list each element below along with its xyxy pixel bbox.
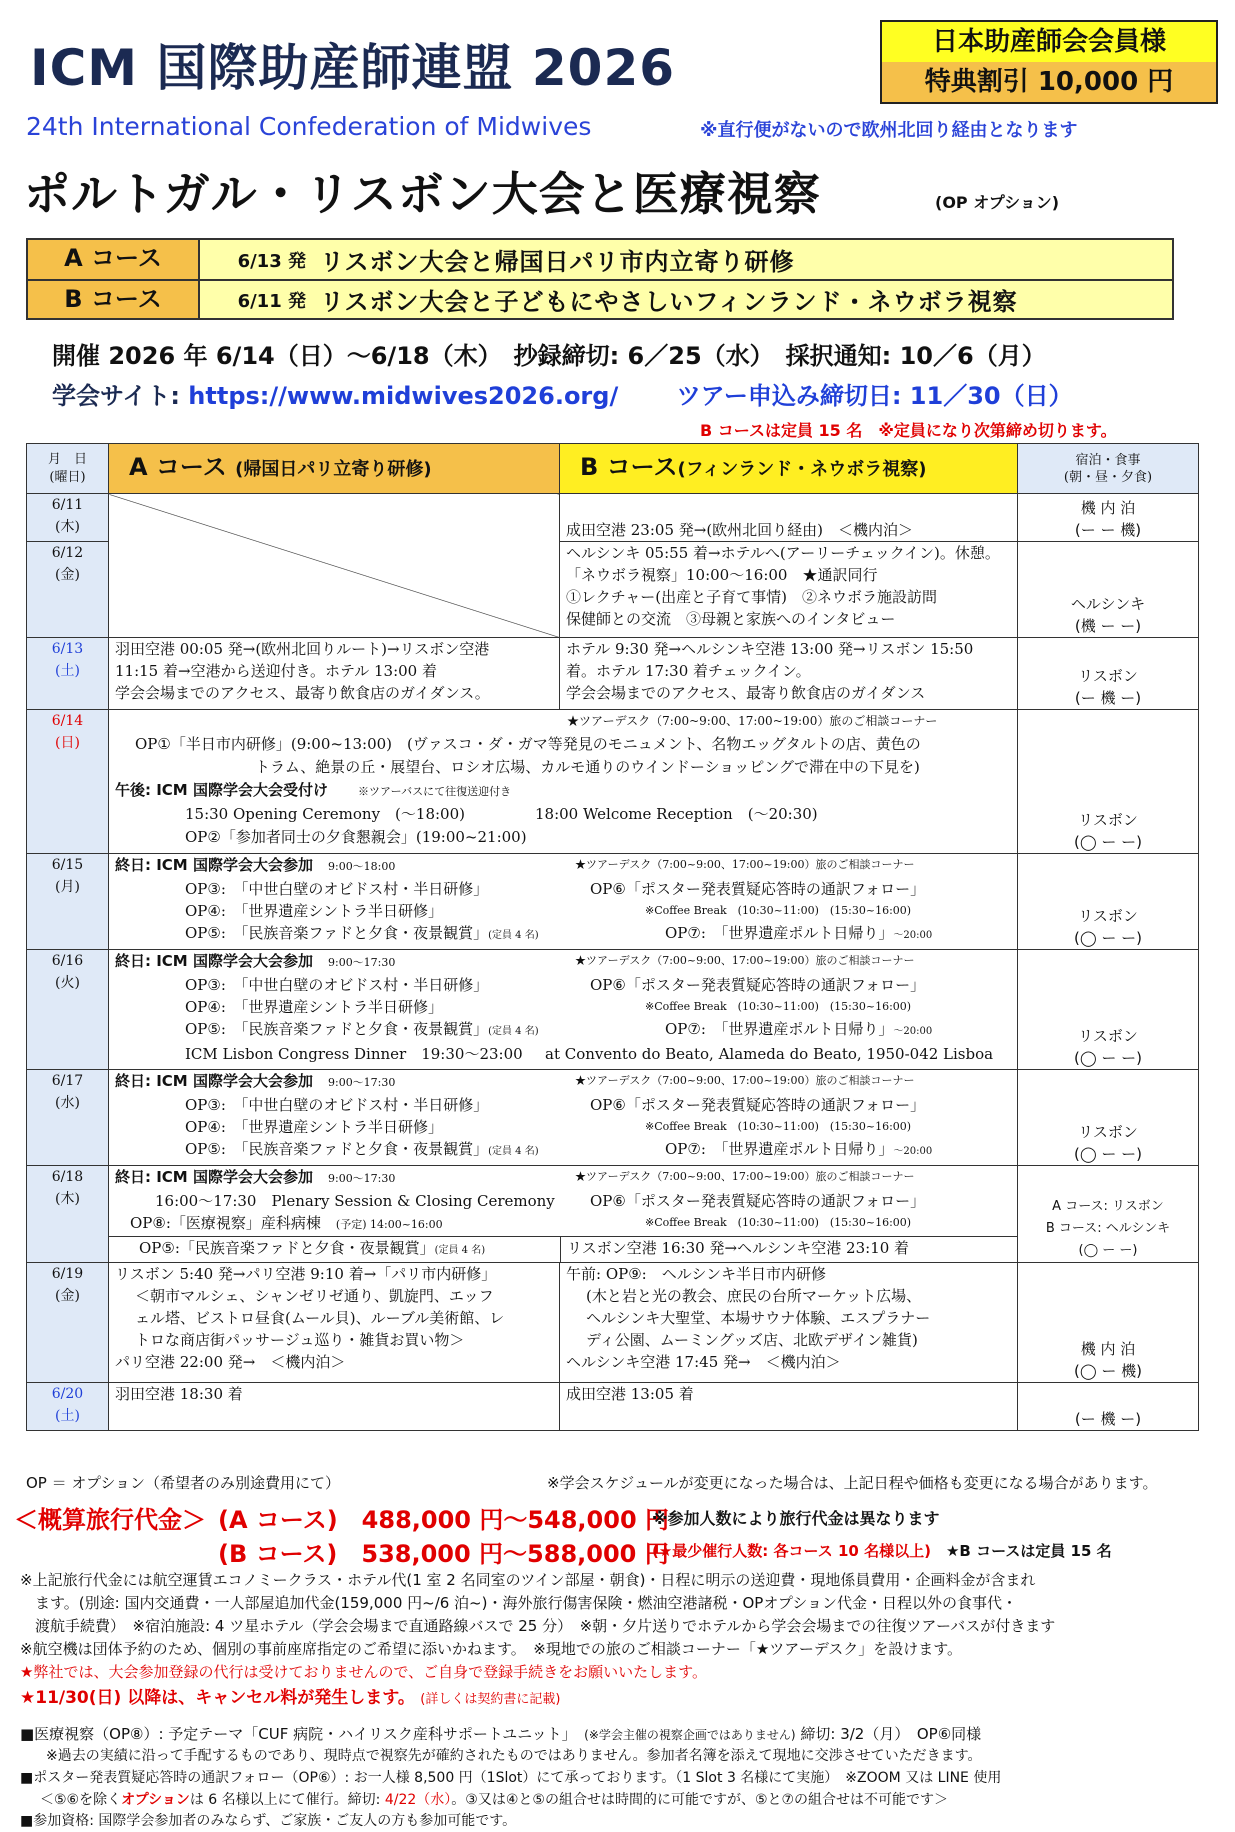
stay-0611: 機 内 泊 (ー ー 機) [1018, 494, 1199, 542]
schedule-header-row [27, 444, 1199, 494]
schedule-row-0613 [27, 638, 1199, 710]
event-0618: 終日: ICM 国際学会大会参加 9:00～17:30 ★ツアーデスク（7:00~9:00、17:00~19:00）旅のご相談コーナー 16:00～17:30 Plenary Session & Closing Ceremony OP⑥「ポスター発表質疑応答時の通訳フォロー」 OP⑧:「医療視察」産科病棟 (予定) 14:00~16:00 ※Coffee Break (10:30~11:00) (15:30~16:00) OP⑤:「民族音楽ファドと夕食・夜景観賞」(定員 4 名) リスボン空港 16:30 発→ヘルシンキ空港 23:10 着 [109, 1166, 1018, 1263]
course-a-desc: リスボン大会と帰国日パリ市内立寄り研修 [320, 248, 795, 276]
site-line [52, 376, 1073, 411]
date-0611: 6/11 (木) [27, 494, 109, 542]
date-0620: 6/20 (土) [27, 1383, 109, 1431]
date-0617: 6/17 (水) [27, 1070, 109, 1166]
date-0612: 6/12 (金) [27, 542, 109, 638]
site-url-link[interactable]: https://www.midwives2026.org/ [188, 382, 619, 410]
footnote-3: 渡航手続費） ※宿泊施設: 4 ツ星ホテル（学会会場まで直通路線バスで 25 分） ※朝・夕片送りでホテルから学会会場までの往復ツアーバスが付きます [20, 1617, 1056, 1635]
b-0619: 午前: OP⑨: ヘルシンキ半日市内研修 (木と岩と光の教会、庶民の台所マーケット広場、 ヘルシンキ大聖堂、本場サウナ体験、エスプラナー ディ公園、ムーミングッズ店、北欧デザイン雑貨) ヘルシンキ空港 17:45 発→ ＜機内泊＞ [560, 1263, 1018, 1383]
b-0612: ヘルシンキ 05:55 着→ホテルへ(アーリーチェックイン)。休憩。 「ネウボラ視察」10:00～16:00 ★通訳同行 ①レクチャー(出産と子育て事情) ②ネウボラ施設訪問 保健師との交流 ③母親と家族へのインタビュー [560, 542, 1018, 638]
date-0619: 6/19 (金) [27, 1263, 109, 1383]
footnote-registration: ★弊社では、大会参加登録の代行は受けておりませんので、ご自身で登録手続きをお願いいたします。 [20, 1663, 707, 1681]
page-title: ICM 国際助産師連盟 2026 [30, 39, 676, 97]
stay-0619: 機 内 泊 (◯ ー 機) [1018, 1263, 1199, 1383]
footnote-2: ます。(別途: 国内交通費・一人部屋追加代金(159,000 円~/6 泊~)・海外旅行傷害保険・燃油空港諸税・OPオプション代金・日程以外の食事代・ [20, 1594, 1017, 1612]
b-0613: ホテル 9:30 発→ヘルシンキ空港 13:00 発→リスボン 15:50 着。ホテル 17:30 着チェックイン。 学会会場までのアクセス、最寄り飲食店のガイダンス [560, 638, 1018, 710]
a-0619: リスボン 5:40 発→パリ空港 9:10 着→「パリ市内研修」 ＜朝市マルシェ、シャンゼリゼ通り、凱旋門、エッフ ェル塔、ビストロ昼食(ムール貝)、ルーブル美術館、レ トロな商店街パッサージュ巡り・雑貨お買い物＞ パリ空港 22:00 発→ ＜機内泊＞ [109, 1263, 560, 1383]
schedule-row-0614 [27, 710, 1199, 854]
event-dates: 開催 2026 年 6/14（日）～6/18（木） 抄録締切: 6／25（水） 採択通知: 10／6（月） [52, 342, 1046, 370]
b-0620: 成田空港 13:05 着 [560, 1383, 1018, 1431]
date-0614: 6/14 (日) [27, 710, 109, 854]
a-0620: 羽田空港 18:30 着 [109, 1383, 560, 1431]
option-minimum-note: ＜⑤⑥を除くオプションは 6 名様以上にて催行。締切: 4/22（水）。③又は④と⑤の組合せは時間的に可能ですが、⑤と⑦の組合せは不可能です＞ [40, 1792, 949, 1808]
event-0617: 終日: ICM 国際学会大会参加 9:00～17:30 ★ツアーデスク（7:00~9:00、17:00~19:00）旅のご相談コーナー OP③: 「中世白壁のオビドス村・半日研修」 OP⑥「ポスター発表質疑応答時の通訳フォロー」 OP④: 「世界遺産シントラ半日研修」 ※Coffee Break (10:30~11:00) (15:30~16:00) OP⑤: 「民族音楽ファドと夕食・夜景観賞」(定員 4 名) OP⑦: 「世界遺産ポルト日帰り」～20:00 [109, 1070, 1018, 1166]
site-label: 学会サイト: [52, 382, 180, 410]
medical-visit-note: ■医療視察（OP⑧）: 予定テーマ「CUF 病院・ハイリスク産科サポートユニット」 (※学会主催の視察企画ではありません) 締切: 3/2（月） OP⑥同様 [20, 1725, 982, 1743]
course-a-label: A コース [28, 240, 200, 279]
schedule-row-0616 [27, 950, 1199, 1070]
course-b-desc: リスボン大会と子どもにやさしいフィンランド・ネウボラ視察 [320, 288, 1018, 316]
header-course-a: A コース (帰国日パリ立寄り研修) [109, 444, 560, 494]
main-title-op: (OP オプション) [935, 193, 1060, 212]
tour-deadline: ツアー申込み締切日: 11／30（日） [676, 382, 1073, 410]
stay-0612: ヘルシンキ (機 ー ー) [1018, 542, 1199, 638]
course-b-label: B コース [28, 281, 200, 318]
member-line1: 日本助産師会会員様 [931, 27, 1166, 57]
schedule-table [26, 443, 1199, 1431]
schedule-row-0618 [27, 1166, 1199, 1263]
price-course-b: (B コース) 538,000 円～588,000 円 [218, 1540, 669, 1568]
course-b-date: 6/11 発 [237, 290, 306, 312]
date-0613: 6/13 (土) [27, 638, 109, 710]
header-date: 月 日 (曜日) [27, 444, 109, 494]
course-a-date: 6/13 発 [237, 250, 306, 272]
date-0618: 6/18 (木) [27, 1166, 109, 1263]
schedule-row-0615 [27, 854, 1199, 950]
stay-0620: (ー 機 ー) [1018, 1383, 1199, 1431]
date-0615: 6/15 (月) [27, 854, 109, 950]
op-legend: OP ＝ オプション（希望者のみ別途費用にて） [26, 1474, 341, 1492]
schedule-row-0617 [27, 1070, 1199, 1166]
b-course-capacity-note: B コースは定員 15 名 ※定員になり次第締め切ります。 [700, 421, 1117, 440]
eligibility-note: ■参加資格: 国際学会参加者のみならず、ご家族・ご友人の方も参加可能です。 [20, 1813, 517, 1829]
course-b-row [28, 279, 1172, 318]
footnote-4: ※航空機は団体予約のため、個別の事前座席指定のご希望に添いかねます。 ※現地での旅のご相談コーナー「★ツアーデスク」を設けます。 [20, 1640, 963, 1658]
route-note: ※直行便がないので欧州北回り経由となります [700, 120, 1078, 141]
stay-0616: リスボン (◯ ー ー) [1018, 950, 1199, 1070]
date-0616: 6/16 (火) [27, 950, 109, 1070]
stay-0615: リスボン (◯ ー ー) [1018, 854, 1199, 950]
main-title: ポルトガル・リスボン大会と医療視察 [24, 167, 821, 221]
footnote-cancellation: ★11/30(日) 以降は、キャンセル料が発生します。 (詳しくは契約書に記載) [20, 1688, 561, 1708]
price-label: ＜概算旅行代金＞ [14, 1506, 206, 1534]
event-0616: 終日: ICM 国際学会大会参加 9:00～17:30 ★ツアーデスク（7:00~9:00、17:00~19:00）旅のご相談コーナー OP③: 「中世白壁のオビドス村・半日研修」 OP⑥「ポスター発表質疑応答時の通訳フォロー」 OP④: 「世界遺産シントラ半日研修」 ※Coffee Break (10:30~11:00) (15:30~16:00) OP⑤: 「民族音楽ファドと夕食・夜景観賞」(定員 4 名) OP⑦: 「世界遺産ポルト日帰り」～20:00 ICM Lisbon Congress Dinner 19:30～23:00 at Convento do Beato, Alameda do Beato, 1950-042 Lisboa [109, 950, 1018, 1070]
footnote-1: ※上記旅行代金には航空運賃エコノミークラス・ホテル代(1 室 2 名同室のツイン部屋・朝食)・日程に明示の送迎費・現地係員費用・企画料金が含まれ [20, 1571, 1036, 1589]
stay-0618: A コース: リスボン B コース: ヘルシンキ (◯ ー ー) [1018, 1166, 1199, 1263]
schedule-row-0619 [27, 1263, 1199, 1383]
change-note: ※学会スケジュールが変更になった場合は、上記日程や価格も変更になる場合があります。 [547, 1474, 1158, 1492]
course-a-row [28, 240, 1172, 279]
stay-0613: リスボン (ー 機 ー) [1018, 638, 1199, 710]
poster-interpreter-note: ■ポスター発表質疑応答時の通訳フォロー（OP⑥）: お一人様 8,500 円（1Slot）にて承っております。（1 Slot 3 名様にて実施） ※ZOOM 又は LINE 使用 [20, 1770, 1002, 1786]
b-0611: 成田空港 23:05 発→(欧州北回り経由) ＜機内泊＞ [560, 494, 1018, 542]
stay-0617: リスボン (◯ ー ー) [1018, 1070, 1199, 1166]
event-0614: ★ツアーデスク（7:00~9:00、17:00~19:00）旅のご相談コーナー OP①「半日市内研修」(9:00~13:00) (ヴァスコ・ダ・ガマ等発見のモニュメント、名物エッグタルトの店、黄色の トラム、絶景の丘・展望台、ロシオ広場、カルモ通りのウインドーショッピングで滞在中の下見を) 午後: ICM 国際学会大会受付け ※ツアーバスにて往復送迎付き 15:30 Opening Ceremony (～18:00) 18:00 Welcome Reception (～20:30) OP②「参加者同士の夕食懇親会」(19:00~21:00) [109, 710, 1018, 854]
a-0613: 羽田空港 00:05 発→(欧州北回りルート)→リスボン空港 11:15 着→空港から送迎付き。ホテル 13:00 着 学会会場までのアクセス、最寄り飲食店のガイダンス。 [109, 638, 560, 710]
schedule-row-0611 [27, 494, 1199, 542]
price-note: ※参加人数により旅行代金は異なります [652, 1509, 940, 1528]
member-discount-badge [880, 20, 1218, 104]
stay-0614: リスボン (◯ ー ー) [1018, 710, 1199, 854]
event-0615: 終日: ICM 国際学会大会参加 9:00～18:00 ★ツアーデスク（7:00~9:00、17:00~19:00）旅のご相談コーナー OP③: 「中世白壁のオビドス村・半日研修」 OP⑥「ポスター発表質疑応答時の通訳フォロー」 OP④: 「世界遺産シントラ半日研修」 ※Coffee Break (10:30~11:00) (15:30~16:00) OP⑤: 「民族音楽ファドと夕食・夜景観賞」(定員 4 名) OP⑦: 「世界遺産ポルト日帰り」～20:00 [109, 854, 1018, 950]
course-a-empty-cell [109, 494, 560, 638]
member-discount-amount: 特典割引 10,000 円 [882, 62, 1216, 102]
medical-visit-detail: ※過去の実績に沿って手配するものであり、現時点で視察先が確約されたものではありません。参加者名簿を添えて現地に交渉させていただきます。 [46, 1748, 982, 1764]
header-stay: 宿泊・食事 (朝・昼・夕食) [1018, 444, 1199, 494]
subtitle-english: 24th International Confederation of Midwives [26, 112, 592, 141]
course-summary [26, 238, 1174, 320]
header-course-b: B コース(フィンランド・ネウボラ視察) [560, 444, 1018, 494]
price-course-a: (A コース) 488,000 円～548,000 円 [218, 1506, 670, 1534]
min-participants-note: (★最少催行人数: 各コース 10 名様以上) ★B コースは定員 15 名 [652, 1542, 1112, 1560]
schedule-row-0620 [27, 1383, 1199, 1431]
